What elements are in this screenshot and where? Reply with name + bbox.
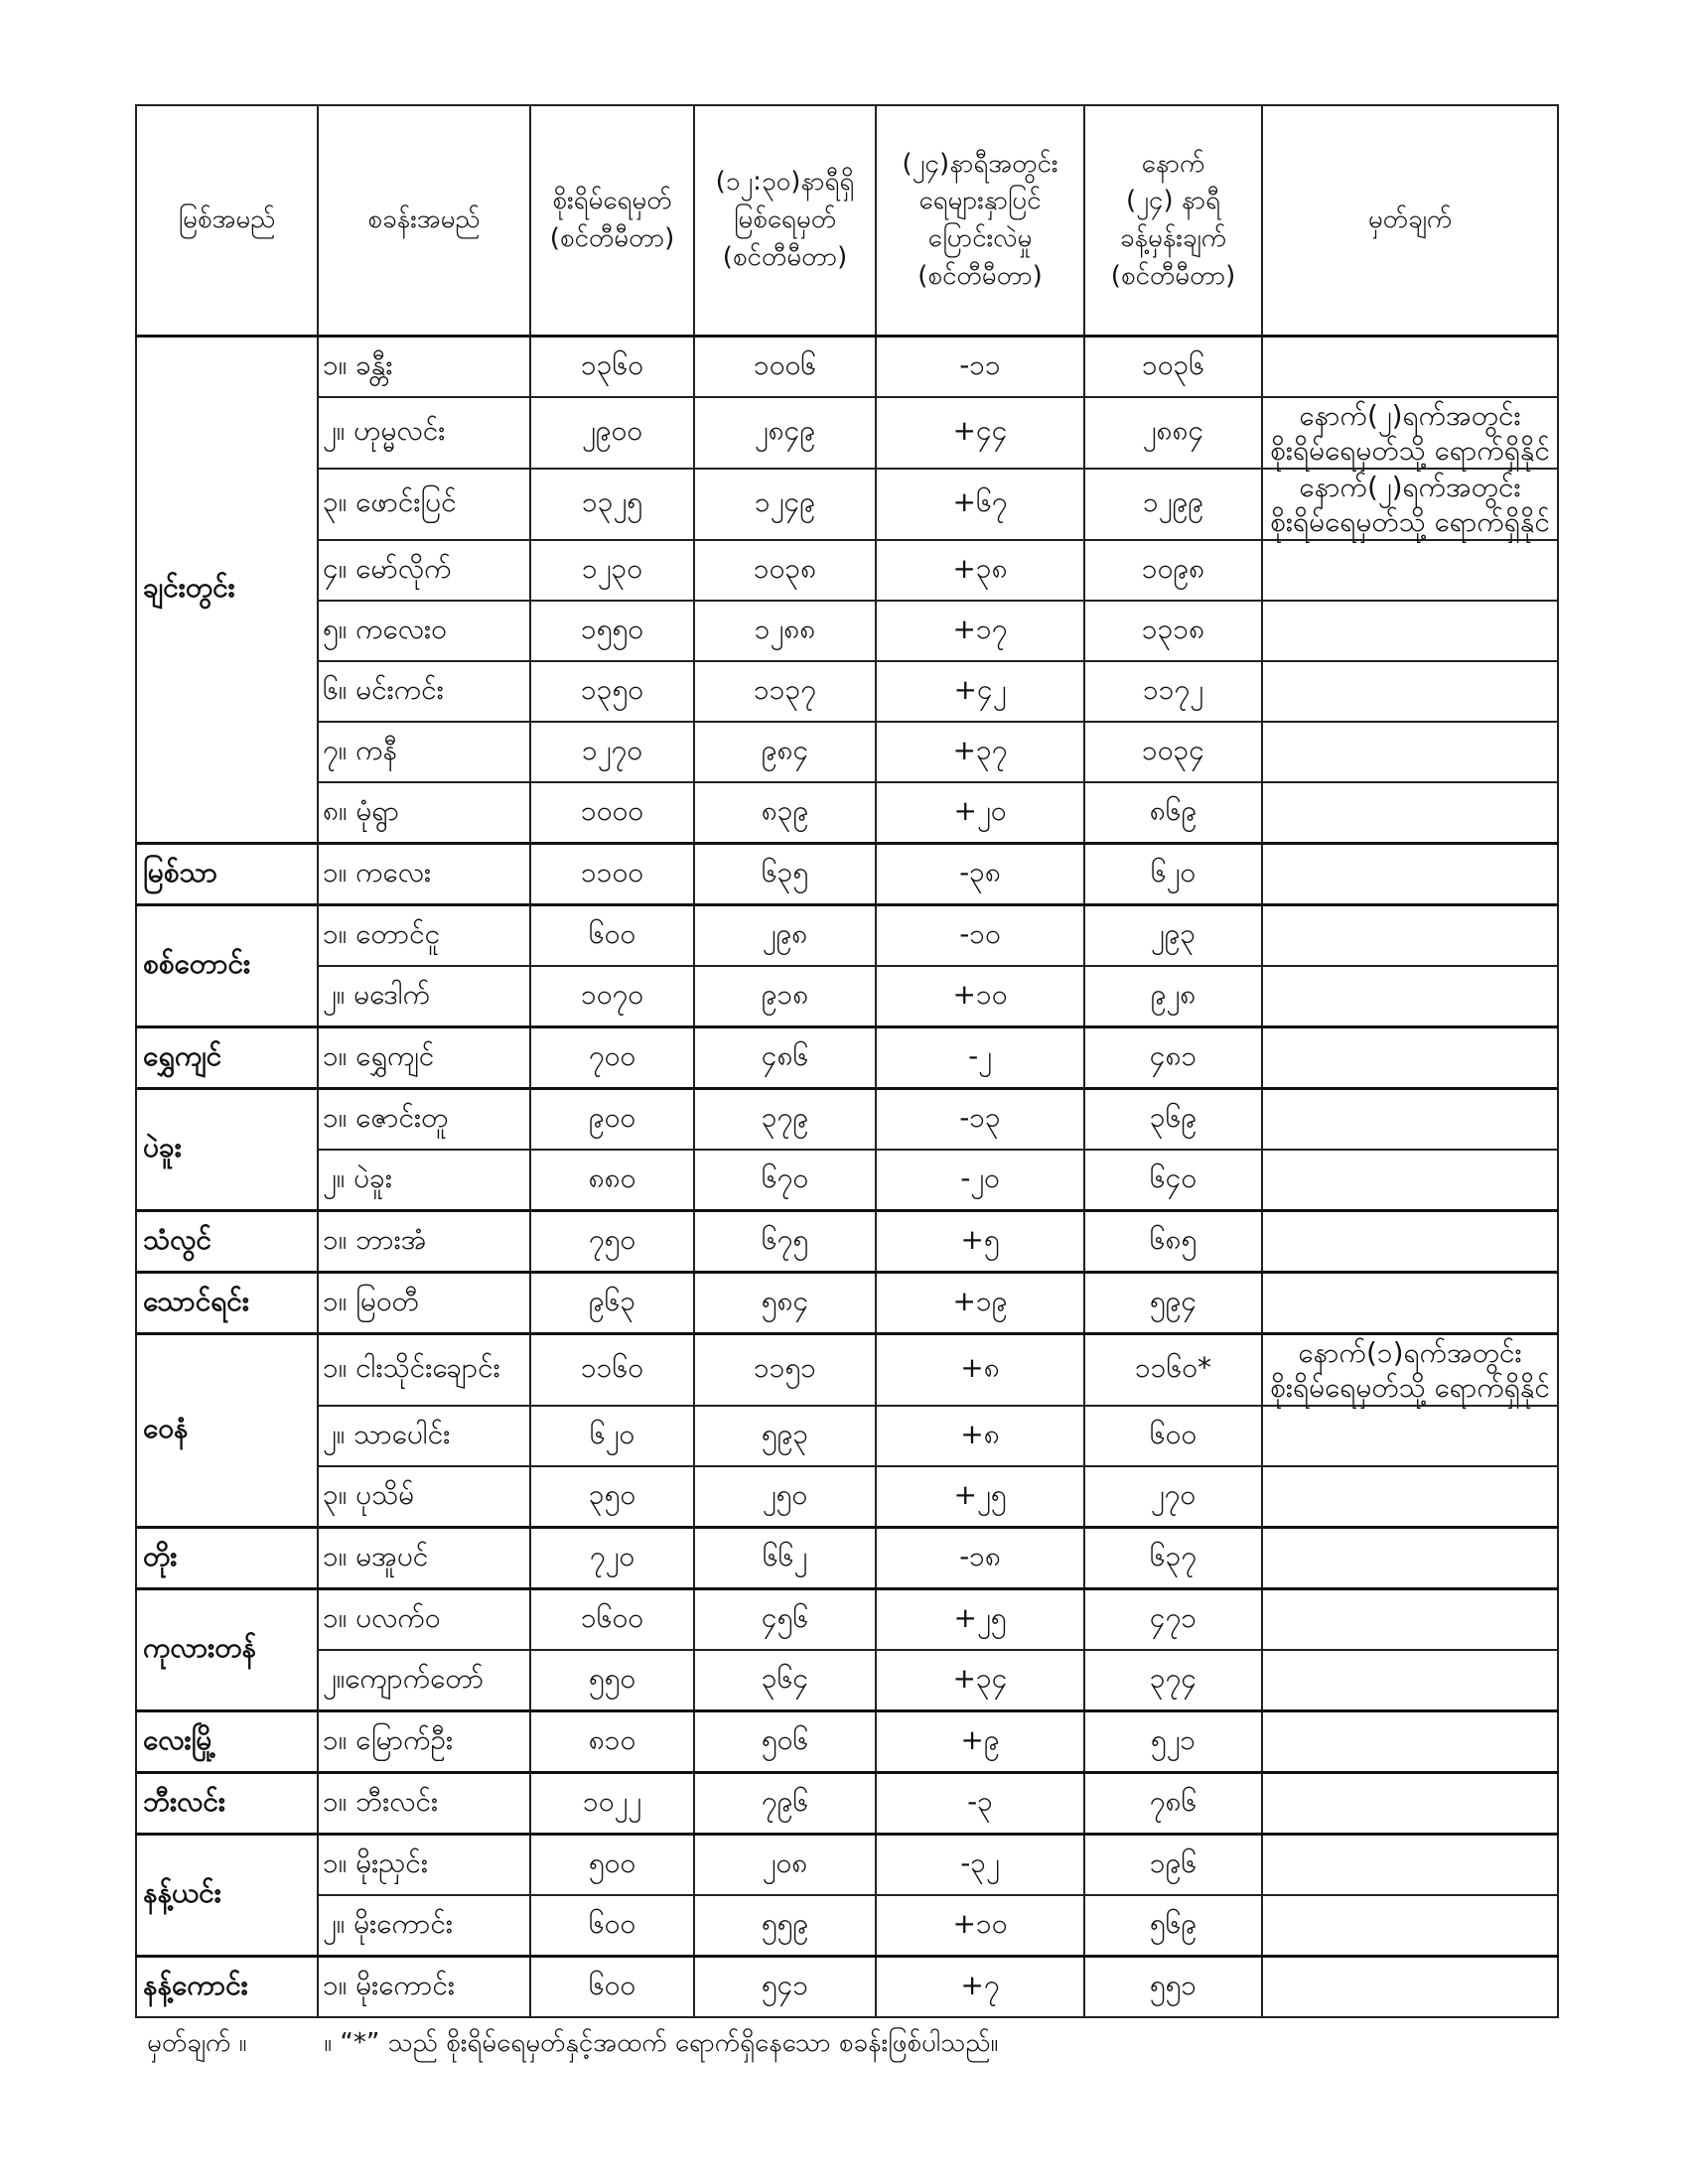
current-level: ၁၂၄၉: [694, 469, 876, 540]
change-24h: -၁၈: [876, 1528, 1084, 1589]
station-name: ၆။ မင်းကင်း: [318, 661, 530, 722]
forecast-level: ၆၈၅: [1084, 1211, 1262, 1273]
current-level: ၂၈၄၉: [694, 397, 876, 469]
danger-level: ၇၂၀: [530, 1528, 694, 1589]
remark-cell: [1262, 1650, 1558, 1711]
change-24h: -၃: [876, 1773, 1084, 1835]
table-row: [136, 1773, 1558, 1835]
danger-level: ၁၆၀၀: [530, 1589, 694, 1651]
forecast-level: ၁၁၆၀*: [1084, 1334, 1262, 1407]
remark-cell: [1262, 1773, 1558, 1835]
current-level: ၅၈၄: [694, 1273, 876, 1334]
station-name: ၁။ တောင်ငူ: [318, 905, 530, 967]
table-row: [136, 1027, 1558, 1089]
station-name: ၁။ ငါးသိုင်းချောင်း: [318, 1334, 530, 1407]
danger-level: ၉၀၀: [530, 1089, 694, 1151]
forecast-level: ၄၈၁: [1084, 1027, 1262, 1089]
current-level: ၉၈၄: [694, 722, 876, 782]
station-name: ၁။ မြောက်ဦး: [318, 1711, 530, 1773]
change-24h: +၈: [876, 1406, 1084, 1466]
current-level: ၆၇၅: [694, 1211, 876, 1273]
header-current-level: [694, 105, 876, 337]
change-24h: -၃၈: [876, 844, 1084, 905]
forecast-level: ၁၀၃၆: [1084, 337, 1262, 398]
river-name: မြစ်သာ: [136, 844, 318, 905]
table-row: [136, 1835, 1558, 1896]
station-name: ၂။ ပဲခူး: [318, 1150, 530, 1211]
river-name: ဝေနံ: [136, 1334, 318, 1528]
danger-level: ၃၅၀: [530, 1466, 694, 1528]
danger-level: ၁၃၅၀: [530, 661, 694, 722]
forecast-level: ၅၆၉: [1084, 1895, 1262, 1957]
remark-cell: [1262, 1957, 1558, 2018]
header-line: မြစ်အမည်: [178, 205, 276, 235]
danger-level: ၆၀၀: [530, 905, 694, 967]
change-24h: -၁၃: [876, 1089, 1084, 1151]
header-line: မြစ်ရေမှတ်: [733, 205, 837, 235]
current-level: ၇၉၆: [694, 1773, 876, 1835]
remark-cell: [1262, 1211, 1558, 1273]
remark-cell: [1262, 1273, 1558, 1334]
change-24h: -၂: [876, 1027, 1084, 1089]
table-row: [136, 337, 1558, 398]
river-name: ပဲခူး: [136, 1089, 318, 1211]
change-24h: +၅: [876, 1211, 1084, 1273]
current-level: ၂၉၈: [694, 905, 876, 967]
change-24h: -၁၁: [876, 337, 1084, 398]
forecast-level: ၆၃၇: [1084, 1528, 1262, 1589]
current-level: ၁၁၃၇: [694, 661, 876, 722]
change-24h: -၁၀: [876, 905, 1084, 967]
danger-level: ၇၀၀: [530, 1027, 694, 1089]
table-row: [136, 1589, 1558, 1651]
river-name: ဘီးလင်း: [136, 1773, 318, 1835]
footnote-text: ။ “*” သည် စိုးရိမ်ရေမှတ်နှင့်အထက် ရောက်ရှိနေသော စခန်းဖြစ်ပါသည်။: [324, 2028, 999, 2058]
station-name: ၁။ ကလေး: [318, 844, 530, 905]
station-name: ၃။ ဖောင်းပြင်: [318, 469, 530, 540]
danger-level: ၁၀၂၂: [530, 1773, 694, 1835]
danger-level: ၆၂၀: [530, 1406, 694, 1466]
current-level: ၈၃၉: [694, 782, 876, 844]
danger-level: ၆၀၀: [530, 1895, 694, 1957]
change-24h: +၉: [876, 1711, 1084, 1773]
station-name: ၂။ မဒေါက်: [318, 966, 530, 1027]
remark-line: နောက်(၂)ရက်အတွင်း: [1299, 399, 1521, 432]
danger-level: ၁၂၇၀: [530, 722, 694, 782]
remark-cell: [1262, 1334, 1558, 1407]
remark-cell: [1262, 1895, 1558, 1957]
forecast-level: ၆၂၀: [1084, 844, 1262, 905]
table-row: [136, 1089, 1558, 1151]
station-name: ၁။ မိုးညှင်း: [318, 1835, 530, 1896]
current-level: ၄၅၆: [694, 1589, 876, 1651]
change-24h: +၂၀: [876, 782, 1084, 844]
forecast-level: ၁၀၉၈: [1084, 540, 1262, 601]
remark-cell: [1262, 1589, 1558, 1651]
current-level: ၅၄၁: [694, 1957, 876, 2018]
remark-line: နောက်(၁)ရက်အတွင်း: [1298, 1336, 1522, 1369]
header-station: [318, 105, 530, 337]
header-line: မှတ်ချက်: [1367, 205, 1453, 235]
change-24h: +၄၂: [876, 661, 1084, 722]
table-row: [136, 722, 1558, 782]
remark-cell: [1262, 1835, 1558, 1896]
header-row: [136, 105, 1558, 337]
danger-level: ၅၅၀: [530, 1650, 694, 1711]
header-line: (၂၄)နာရီအတွင်း: [902, 148, 1058, 179]
forecast-level: ၆၀၀: [1084, 1406, 1262, 1466]
station-name: ၂။ မိုးကောင်း: [318, 1895, 530, 1957]
header-line: စခန်းအမည်: [367, 205, 481, 235]
danger-level: ၂၉၀၀: [530, 397, 694, 469]
station-name: ၁။ ဘီးလင်း: [318, 1773, 530, 1835]
table-row: [136, 1650, 1558, 1711]
remark-cell: [1262, 601, 1558, 661]
river-name: တိုး: [136, 1528, 318, 1589]
remark-cell: [1262, 1466, 1558, 1528]
change-24h: +၃၇: [876, 722, 1084, 782]
danger-level: ၁၁၀၀: [530, 844, 694, 905]
danger-level: ၁၁၆၀: [530, 1334, 694, 1407]
river-name: သံလွင်: [136, 1211, 318, 1273]
table-row: [136, 1211, 1558, 1273]
remark-cell: [1262, 1089, 1558, 1151]
river-name: နန့်ယင်း: [136, 1835, 318, 1957]
danger-level: ၈၈၀: [530, 1150, 694, 1211]
change-24h: +၁၇: [876, 601, 1084, 661]
remark-line: နောက်(၂)ရက်အတွင်း: [1299, 471, 1521, 503]
table-row: [136, 966, 1558, 1027]
forecast-level: ၃၆၉: [1084, 1089, 1262, 1151]
forecast-level: ၃၇၄: [1084, 1650, 1262, 1711]
table-row: [136, 397, 1558, 469]
table-row: [136, 1466, 1558, 1528]
change-24h: +၃၄: [876, 1650, 1084, 1711]
station-name: ၁။ မြဝတီ: [318, 1273, 530, 1334]
table-row: [136, 540, 1558, 601]
remark-line: စိုးရိမ်ရေမှတ်သို့ ရောက်ရှိနိုင်: [1270, 1371, 1550, 1404]
change-24h: +၇: [876, 1957, 1084, 2018]
change-24h: +၁၀: [876, 1895, 1084, 1957]
table-row: [136, 1895, 1558, 1957]
current-level: ၂၅၀: [694, 1466, 876, 1528]
change-24h: +၆၇: [876, 469, 1084, 540]
river-name: ချင်းတွင်း: [136, 337, 318, 844]
current-level: ၆၃၅: [694, 844, 876, 905]
change-24h: +၃၈: [876, 540, 1084, 601]
forecast-level: ၁၁၇၂: [1084, 661, 1262, 722]
forecast-level: ၂၈၈၄: [1084, 397, 1262, 469]
change-24h: +၂၅: [876, 1466, 1084, 1528]
table-row: [136, 1273, 1558, 1334]
current-level: ၁၀၀၆: [694, 337, 876, 398]
header-danger-level: [530, 105, 694, 337]
danger-level: ၁၀၇၀: [530, 966, 694, 1027]
danger-level: ၁၃၂၅: [530, 469, 694, 540]
table-row: [136, 1150, 1558, 1211]
remark-cell: [1262, 1406, 1558, 1466]
forecast-level: ၁၉၆: [1084, 1835, 1262, 1896]
remark-line: စိုးရိမ်ရေမှတ်သို့ ရောက်ရှိနိုင်: [1270, 505, 1550, 538]
remark-cell: [1262, 722, 1558, 782]
remark-cell: [1262, 469, 1558, 540]
header-line: (စင်တီမီတာ): [549, 223, 675, 253]
station-name: ၄။ မော်လိုက်: [318, 540, 530, 601]
forecast-level: ၂၉၃: [1084, 905, 1262, 967]
footnote-label: မှတ်ချက် ။: [147, 2028, 247, 2058]
river-name: နန့်ကောင်း: [136, 1957, 318, 2018]
forecast-level: ၅၉၄: [1084, 1273, 1262, 1334]
current-level: ၁၀၃၈: [694, 540, 876, 601]
table-row: [136, 1406, 1558, 1466]
header-river: [136, 105, 318, 337]
station-name: ၁။ ရွှေကျင်: [318, 1027, 530, 1089]
river-level-table: [135, 104, 1559, 2018]
current-level: ၅၉၃: [694, 1406, 876, 1466]
river-name: စစ်တောင်း: [136, 905, 318, 1027]
river-name: ကုလားတန်: [136, 1589, 318, 1711]
header-line: (စင်တီမီတာ): [722, 241, 848, 272]
remark-cell: [1262, 337, 1558, 398]
station-name: ၈။ မုံရွာ: [318, 782, 530, 844]
header-line: (စင်တီမီတာ): [1110, 260, 1236, 291]
forecast-level: ၄၇၁: [1084, 1589, 1262, 1651]
table-row: [136, 1957, 1558, 2018]
header-line: နောက်: [1141, 148, 1205, 179]
current-level: ၂၀၈: [694, 1835, 876, 1896]
river-name: လေးမြို့: [136, 1711, 318, 1773]
table-row: [136, 661, 1558, 722]
current-level: ၃၇၉: [694, 1089, 876, 1151]
station-name: ၇။ ကနီ: [318, 722, 530, 782]
danger-level: ၁၂၃၀: [530, 540, 694, 601]
footnote: [147, 2025, 998, 2064]
danger-level: ၇၅၀: [530, 1211, 694, 1273]
remark-cell: [1262, 844, 1558, 905]
forecast-level: ၂၇၀: [1084, 1466, 1262, 1528]
header-line: စိုးရိမ်ရေမှတ်: [552, 186, 672, 216]
remark-cell: [1262, 540, 1558, 601]
danger-level: ၅၀၀: [530, 1835, 694, 1896]
table-row: [136, 905, 1558, 967]
remark-cell: [1262, 1027, 1558, 1089]
station-name: ၅။ ကလေးဝ: [318, 601, 530, 661]
table-body: [136, 337, 1558, 2018]
current-level: ၆၇၀: [694, 1150, 876, 1211]
station-name: ၁။ မအူပင်: [318, 1528, 530, 1589]
forecast-level: ၅၂၁: [1084, 1711, 1262, 1773]
forecast-level: ၉၂၈: [1084, 966, 1262, 1027]
danger-level: ၆၀၀: [530, 1957, 694, 2018]
table-row: [136, 469, 1558, 540]
danger-level: ၁၅၅၀: [530, 601, 694, 661]
station-name: ၃။ ပုသိမ်: [318, 1466, 530, 1528]
danger-level: ၁၀၀၀: [530, 782, 694, 844]
current-level: ၁၁၅၁: [694, 1334, 876, 1407]
forecast-level: ၁၀၃၄: [1084, 722, 1262, 782]
table-row: [136, 1711, 1558, 1773]
current-level: ၄၈၆: [694, 1027, 876, 1089]
table-row: [136, 844, 1558, 905]
remark-cell: [1262, 1711, 1558, 1773]
header-line: ပြောင်းလဲမှု: [927, 223, 1033, 253]
table-row: [136, 782, 1558, 844]
header-line: ခန့်မှန်းချက်: [1119, 223, 1227, 253]
forecast-level: ၁၃၁၈: [1084, 601, 1262, 661]
station-name: ၁။ ဇောင်းတူ: [318, 1089, 530, 1151]
station-name: ၁။ မိုးကောင်း: [318, 1957, 530, 2018]
remark-cell: [1262, 1528, 1558, 1589]
current-level: ၁၂၈၈: [694, 601, 876, 661]
remark-cell: [1262, 966, 1558, 1027]
danger-level: ၁၃၆၀: [530, 337, 694, 398]
station-name: ၁။ ပလက်ဝ: [318, 1589, 530, 1651]
current-level: ၅၀၆: [694, 1711, 876, 1773]
table-row: [136, 1334, 1558, 1407]
change-24h: +၂၅: [876, 1589, 1084, 1651]
change-24h: +၈: [876, 1334, 1084, 1407]
current-level: ၉၁၈: [694, 966, 876, 1027]
header-line: (၁၂:၃၀)နာရီရှိ: [715, 167, 855, 198]
forecast-level: ၅၅၁: [1084, 1957, 1262, 2018]
station-name: ၁။ ခန္တီး: [318, 337, 530, 398]
station-name: ၂။ကျောက်တော်: [318, 1650, 530, 1711]
station-name: ၂။ သာပေါင်း: [318, 1406, 530, 1466]
danger-level: ၉၆၃: [530, 1273, 694, 1334]
current-level: ၆၆၂: [694, 1528, 876, 1589]
current-level: ၃၆၄: [694, 1650, 876, 1711]
current-level: ၅၅၉: [694, 1895, 876, 1957]
station-name: ၁။ ဘားအံ: [318, 1211, 530, 1273]
forecast-level: ၁၂၉၉: [1084, 469, 1262, 540]
remark-cell: [1262, 397, 1558, 469]
header-line: (စင်တီမီတာ): [917, 260, 1043, 291]
forecast-level: ၆၄၀: [1084, 1150, 1262, 1211]
river-name: ရွှေကျင်: [136, 1027, 318, 1089]
river-name: သောင်ရင်း: [136, 1273, 318, 1334]
remark-line: စိုးရိမ်ရေမှတ်သို့ ရောက်ရှိနိုင်: [1270, 434, 1550, 467]
forecast-level: ၈၆၉: [1084, 782, 1262, 844]
remark-cell: [1262, 1150, 1558, 1211]
header-24h-change: [876, 105, 1084, 337]
header-remarks: [1262, 105, 1558, 337]
change-24h: +၁၀: [876, 966, 1084, 1027]
change-24h: -၃၂: [876, 1835, 1084, 1896]
header-forecast: [1084, 105, 1262, 337]
remark-cell: [1262, 782, 1558, 844]
table-row: [136, 601, 1558, 661]
change-24h: +၄၄: [876, 397, 1084, 469]
change-24h: -၂၀: [876, 1150, 1084, 1211]
change-24h: +၁၉: [876, 1273, 1084, 1334]
table-row: [136, 1528, 1558, 1589]
header-line: ရေများနှာပြင်: [918, 186, 1042, 216]
danger-level: ၈၁၀: [530, 1711, 694, 1773]
remark-cell: [1262, 661, 1558, 722]
remark-cell: [1262, 905, 1558, 967]
forecast-level: ၇၈၆: [1084, 1773, 1262, 1835]
header-line: (၂၄) နာရီ: [1125, 186, 1221, 216]
station-name: ၂။ ဟုမ္မလင်း: [318, 397, 530, 469]
